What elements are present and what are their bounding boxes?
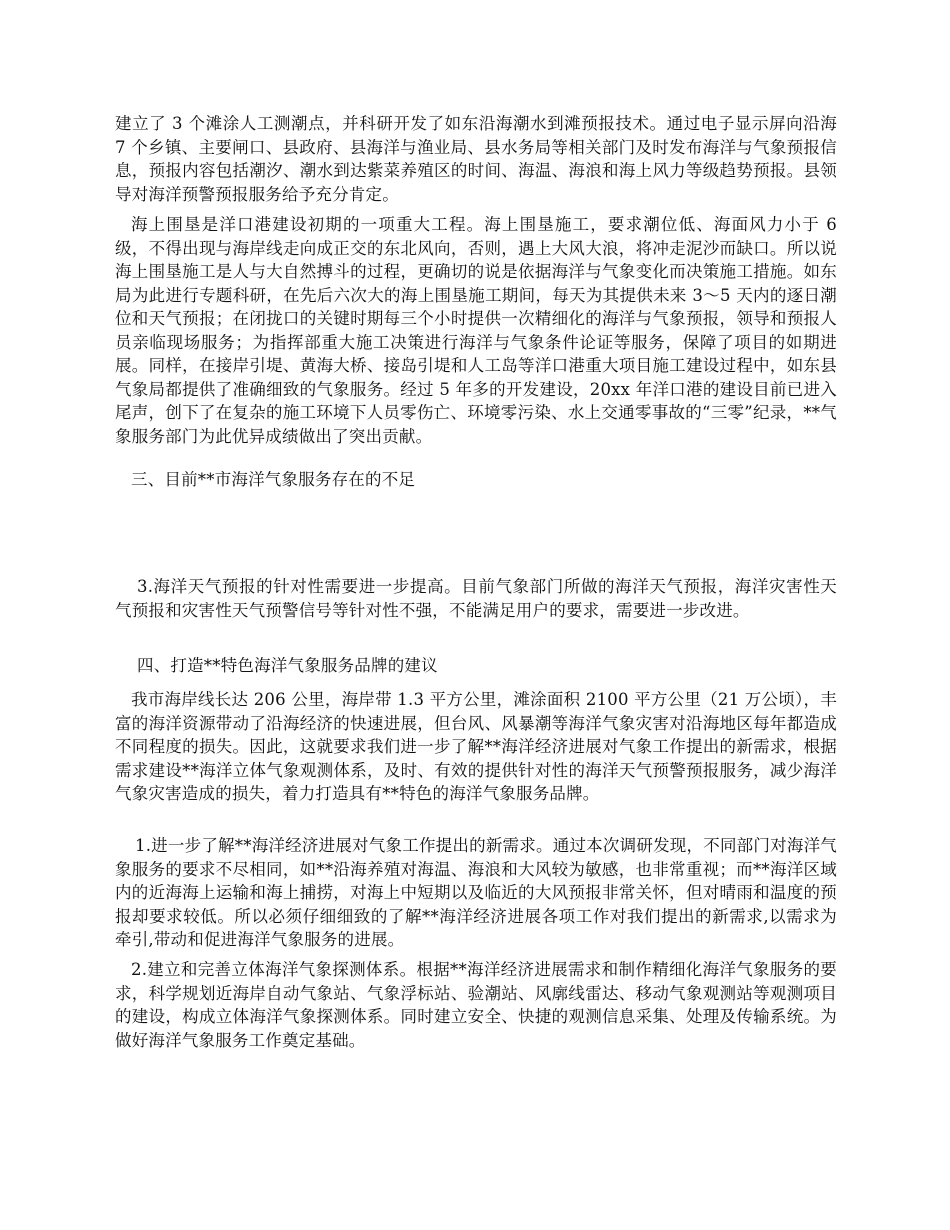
paragraph-tide-forecast: 建立了 3 个滩涂人工测潮点，并科研开发了如东沿海潮水到滩预报技术。通过电子显示屏向沿海 7 个乡镇、主要闸口、县政府、县海洋与渔业局、县水务局等相关部门及时发布海洋与气象预报信息，预报内容包括潮汐、潮水到达紫菜养殖区的时间、海温、海浪和海上风力等级趋势预报。县领导对海洋预警预报服务给予充分肯定。: [115, 114, 837, 204]
paragraph-coastline: 我市海岸线长达 206 公里，海岸带 1.3 平方公里，滩涂面积 2100 平方公里（21 万公顷），丰富的海洋资源带动了沿海经济的快速进展，但台风、风暴潮等海洋气象灾害对沿海地区每年都造成不同程度的损失。因此，这就要求我们进一步了解**海洋经济进展对气象工作提出的新需求，根据需求建设**海洋立体气象观测体系，及时、有效的提供针对性的海洋天气预警预报服务，减少海洋气象灾害造成的损失，着力打造具有**特色的海洋气象服务品牌。: [115, 690, 837, 803]
paragraph-reclamation: 海上围垦是洋口港建设初期的一项重大工程。海上围垦施工，要求潮位低、海面风力小于 6 级，不得出现与海岸线走向成正交的东北风向，否则，遇上大风大浪，将冲走泥沙而缺口。所以说海上围垦施工是人与大自然搏斗的过程，更确切的说是依据海洋与气象变化而决策施工措施。如东局为此进行专题科研，在先后六次大的海上围垦施工期间，每天为其提供未来 3～5 天内的逐日潮位和天气预报；在闭拢口的关键时期每三个小时提供一次精细化的海洋与气象预报，领导和预报人员亲临现场服务；为指挥部重大施工决策进行海洋与气象条件论证等服务，保障了项目的如期进展。同样，在接岸引堤、黄海大桥、接岛引堤和人工岛等洋口港重大项目施工建设过程中，如东县气象局都提供了准确细致的气象服务。经过 5 年多的开发建设，20xx 年洋口港的建设目前已进入尾声，创下了在复杂的施工环境下人员零伤亡、环境零污染、水上交通零事故的“三零”纪录，**气象服务部门为此优异成绩做出了突出贡献。: [115, 215, 837, 446]
section-heading-4: 四、打造**特色海洋气象服务品牌的建议: [137, 656, 438, 675]
paragraph-new-demands: 1.进一步了解**海洋经济进展对气象工作提出的新需求。通过本次调研发现，不同部门对海洋气象服务的要求不尽相同，如**沿海养殖对海温、海浪和大风较为敏感，也非常重视；而**海洋区域内的近海海上运输和海上捕捞，对海上中短期以及临近的大风预报非常关怀，但对晴雨和温度的预报却要求较低。所以必须仔细细致的了解**海洋经济进展各项工作对我们提出的新需求,以需求为牵引,带动和促进海洋气象服务的进展。: [115, 836, 837, 949]
paragraph-forecast-targeting: 3.海洋天气预报的针对性需要进一步提高。目前气象部门所做的海洋天气预报，海洋灾害性天气预报和灾害性天气预警信号等针对性不强，不能满足用户的要求，需要进一步改进。: [115, 577, 837, 620]
paragraph-detection-system: 2.建立和完善立体海洋气象探测体系。根据**海洋经济进展需求和制作精细化海洋气象服务的要求，科学规划近海岸自动气象站、气象浮标站、验潮站、风廓线雷达、移动气象观测站等观测项目的建设，构成立体海洋气象探测体系。同时建立安全、快捷的观测信息采集、处理及传输系统。为做好海洋气象服务工作奠定基础。: [115, 960, 837, 1050]
section-heading-3: 三、目前**市海洋气象服务存在的不足: [131, 470, 416, 489]
